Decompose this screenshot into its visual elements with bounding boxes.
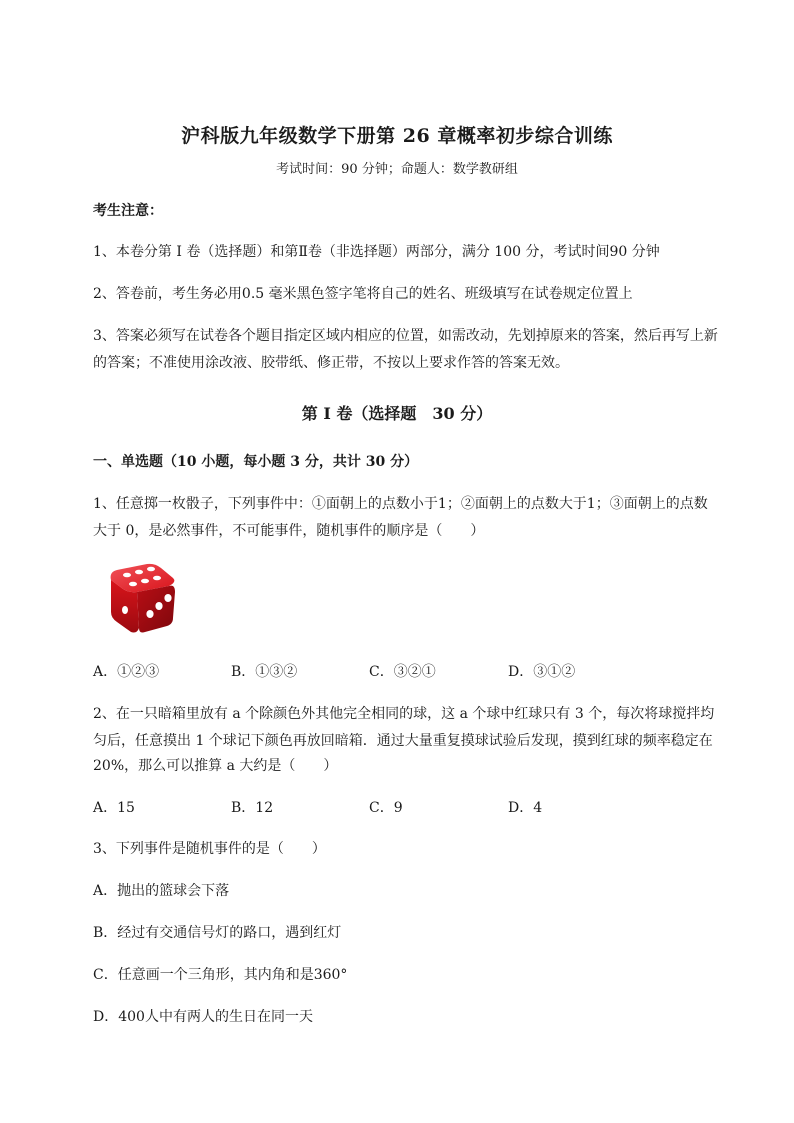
part-heading: 一、单选题（10 小题，每小题 3 分，共计 30 分）: [93, 454, 419, 470]
notice-item-3-cont: 的答案；不准使用涂改液、胶带纸、修正带，不按以上要求作答的答案无效。: [93, 355, 569, 371]
question-2-line-1: 2、在一只暗箱里放有 a 个除颜色外其他完全相同的球，这 a 个球中红球只有 3 个，每次将球搅拌均: [93, 706, 715, 722]
question-1-line-2: 大于 0，是必然事件，不可能事件，随机事件的顺序是（ ）: [93, 523, 485, 539]
question-1-option-c: C．③②①: [369, 664, 436, 680]
question-3-option-a: A．抛出的篮球会下落: [93, 883, 230, 899]
question-1-option-d: D．③①②: [508, 664, 576, 680]
page-subtitle: 考试时间：90 分钟；命题人：数学教研组: [276, 162, 518, 177]
question-3-line-1: 3、下列事件是随机事件的是（ ）: [93, 841, 326, 857]
question-1-option-b: B．①③②: [231, 664, 298, 680]
notice-heading: 考生注意：: [93, 203, 163, 219]
question-3-option-d: D．400人中有两人的生日在同一天: [93, 1009, 313, 1025]
notice-item-3: 3、答案必须写在试卷各个题目指定区域内相应的位置，如需改动，先划掉原来的答案，然后再写上新: [93, 328, 718, 344]
question-3-option-b: B．经过有交通信号灯的路口，遇到红灯: [93, 925, 342, 941]
question-2-option-b: B．12: [231, 800, 274, 816]
question-2-option-c: C．9: [369, 800, 403, 816]
question-2-option-a: A．15: [93, 800, 135, 816]
question-1-line-1: 1、任意掷一枚骰子，下列事件中：①面朝上的点数小于1；②面朝上的点数大于1；③面朝上的点数: [93, 496, 708, 512]
question-2-option-d: D．4: [508, 800, 543, 816]
notice-item-1: 1、本卷分第 I 卷（选择题）和第Ⅱ卷（非选择题）两部分，满分 100 分，考试时间90 分钟: [93, 244, 660, 260]
question-2-line-2: 匀后，任意摸出 1 个球记下颜色再放回暗箱．通过大量重复摸球试验后发现，摸到红球的频率稳定在: [93, 733, 713, 749]
notice-item-2: 2、答卷前，考生务必用0.5 毫米黑色签字笔将自己的姓名、班级填写在试卷规定位置上: [93, 286, 633, 302]
question-1-option-a: A．①②③: [93, 664, 160, 680]
question-2-line-3: 20%，那么可以推算 a 大约是（ ）: [93, 758, 338, 774]
dice-image: [103, 562, 179, 636]
section-title: 第 I 卷（选择题 30 分）: [301, 404, 493, 423]
page-title: 沪科版九年级数学下册第 26 章概率初步综合训练: [181, 125, 613, 147]
question-3-option-c: C．任意画一个三角形，其内角和是360°: [93, 967, 348, 983]
